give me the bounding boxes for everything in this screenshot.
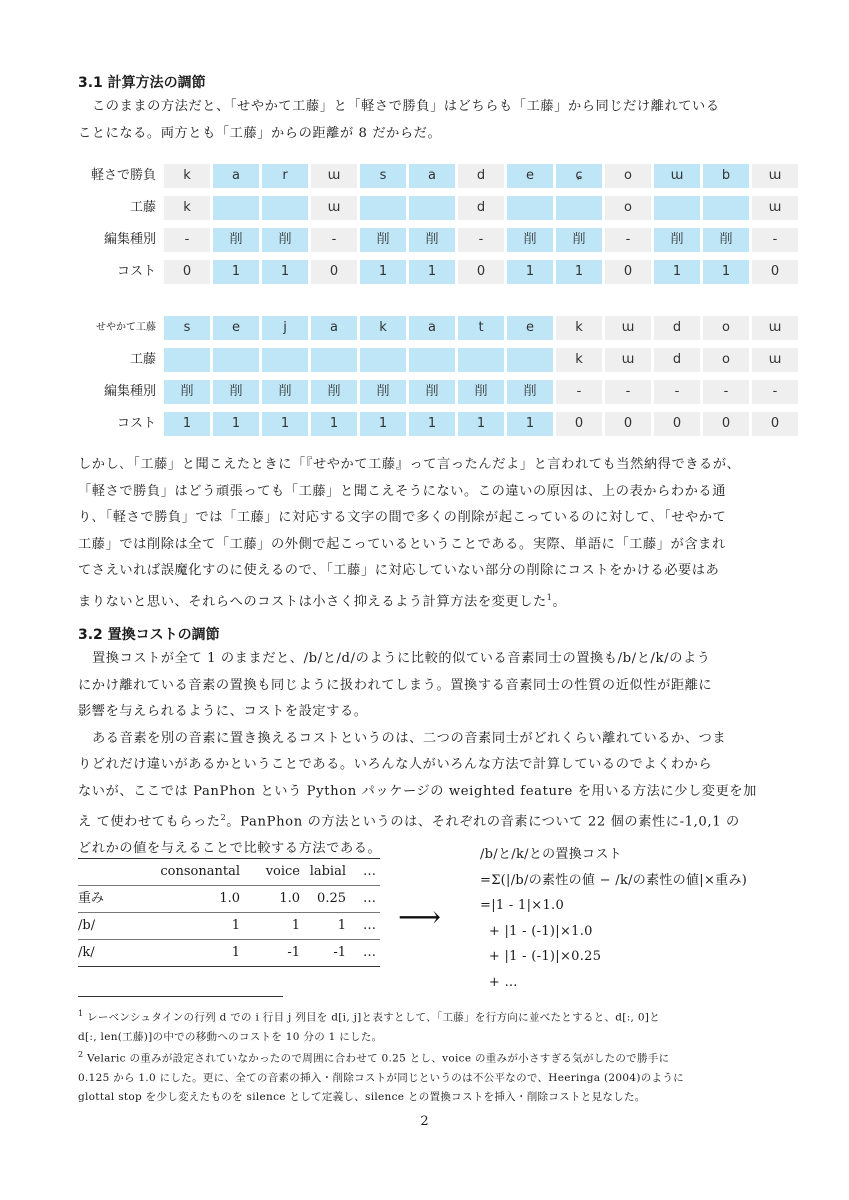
text-line: ことになる。両方とも「工藤」からの距離が 8 だからだ。 — [78, 125, 442, 141]
grid-cell: j — [262, 316, 308, 340]
grid-cell: 削 — [164, 380, 210, 404]
grid-cell: a — [213, 164, 259, 188]
grid-row — [78, 260, 801, 284]
grid-cell: 1 — [458, 412, 504, 436]
table-cell: 1 — [231, 918, 240, 933]
table-header-cell: labial — [309, 864, 346, 879]
grid-cell — [458, 348, 504, 372]
grid-cell — [213, 196, 259, 220]
table-cell: 1 — [231, 945, 240, 960]
grid-cell: d — [458, 164, 504, 188]
grid-cell: ɕ — [556, 164, 602, 188]
alignment-grid-karusa — [78, 164, 801, 292]
grid-cell — [164, 348, 210, 372]
table-cell: /b/ — [78, 918, 96, 933]
grid-cell: k — [360, 316, 406, 340]
grid-cell: 1 — [262, 260, 308, 284]
formula-line: + |1 - (-1)|×1.0 — [480, 923, 593, 939]
grid-cell: 削 — [262, 228, 308, 252]
grid-cell: ɯ — [605, 348, 651, 372]
grid-cell: k — [164, 164, 210, 188]
grid-cell: 0 — [605, 260, 651, 284]
grid-cell — [360, 196, 406, 220]
substitution-cost-formula — [480, 842, 747, 995]
table-header-cell: consonantal — [160, 864, 240, 879]
grid-cell: 削 — [213, 228, 259, 252]
grid-cell: 1 — [213, 412, 259, 436]
table-cell: -1 — [287, 945, 300, 960]
grid-row — [78, 316, 801, 340]
text-line: にかけ離れている音素の置換も同じように扱われてしまう。置換する音素同士の性質の近似性が距離に — [78, 677, 713, 693]
text-line: り､「軽さで勝負」では「工藤」に対応する文字の間で多くの削除が起こっているのに対して､「せやかて — [78, 510, 727, 525]
grid-cell: 0 — [605, 412, 651, 436]
text-line: このままの方法だと、「せやかて工藤」と「軽さで勝負」はどちらも「工藤」から同じだけ離れている — [92, 99, 720, 114]
grid-cell: - — [752, 380, 798, 404]
grid-cell: 0 — [752, 260, 798, 284]
grid-cell — [556, 196, 602, 220]
grid-cell: e — [213, 316, 259, 340]
grid-cell: t — [458, 316, 504, 340]
text-line: glottal stop を少し変えたものを silence として定義し、silence との置換コストを挿入・削除コストと見なした。 — [78, 1090, 646, 1103]
grid-cell: ɯ — [752, 316, 798, 340]
table-cell: … — [363, 918, 376, 933]
grid-cell: 0 — [752, 412, 798, 436]
grid-row — [78, 380, 801, 404]
grid-cell: r — [262, 164, 308, 188]
grid-cell: - — [164, 228, 210, 252]
grid-row-label: 編集種別 — [103, 232, 156, 247]
grid-cell: d — [654, 316, 700, 340]
grid-cell — [507, 196, 553, 220]
grid-cell: 1 — [262, 412, 308, 436]
grid-row-label: 工藤 — [129, 200, 156, 215]
grid-cell: 削 — [703, 228, 749, 252]
grid-cell: 削 — [311, 380, 357, 404]
grid-cell: 1 — [507, 260, 553, 284]
text-line — [78, 1004, 778, 1028]
grid-cell — [703, 196, 749, 220]
grid-cell: 削 — [507, 380, 553, 404]
grid-cell: - — [752, 228, 798, 252]
grid-cell: ɯ — [311, 196, 357, 220]
grid-cell: - — [703, 380, 749, 404]
grid-cell: ɯ — [752, 164, 798, 188]
grid-cell: 1 — [360, 260, 406, 284]
grid-cell: d — [654, 348, 700, 372]
feature-weight-table — [78, 858, 380, 967]
grid-cell: e — [507, 316, 553, 340]
grid-cell: 0 — [164, 260, 210, 284]
page-number: 2 — [420, 1114, 429, 1129]
grid-cell — [409, 348, 455, 372]
grid-cell: a — [409, 316, 455, 340]
text-span: まりないと思い、それらへのコストは小さく抑えるよう計算方法を変更した — [78, 593, 547, 609]
grid-cell: s — [164, 316, 210, 340]
text-span: Velaric の重みが設定されていなかったので周囲に合わせて 0.25 とし、voice の重みが小さすぎる気がしたので勝手に — [87, 1052, 670, 1065]
grid-cell: ɯ — [311, 164, 357, 188]
section-heading-3-1: 3.1 計算方法の調節 — [78, 75, 206, 91]
grid-cell: 0 — [654, 412, 700, 436]
text-span: レーベンシュタインの行列 d での i 行目 j 列目を d[i, j]と表すとして、「工藤」を行方向に並べたとすると、d[:, 0]と — [87, 1011, 660, 1024]
table-row — [78, 886, 380, 913]
grid-cell: e — [507, 164, 553, 188]
grid-cell: 削 — [262, 380, 308, 404]
grid-cell: 1 — [213, 260, 259, 284]
text-span: え て使わせてもらった — [78, 814, 221, 830]
grid-cell: k — [556, 348, 602, 372]
grid-row — [78, 412, 801, 436]
grid-cell: k — [164, 196, 210, 220]
grid-cell — [262, 196, 308, 220]
grid-cell: 1 — [360, 412, 406, 436]
text-line: りどれだけ違いがあるかということである。いろんな人がいろんな方法で計算しているのでよくわから — [78, 757, 713, 772]
table-cell: -1 — [333, 945, 346, 960]
text-line: 影響を与えられるように、コストを設定する。 — [78, 704, 368, 719]
grid-cell: ɯ — [605, 316, 651, 340]
grid-cell: 0 — [311, 260, 357, 284]
formula-line: + … — [480, 974, 518, 990]
grid-cell: 削 — [360, 380, 406, 404]
table-row — [78, 913, 380, 940]
grid-cell: b — [703, 164, 749, 188]
text-line — [78, 805, 778, 836]
footnote-ref-2: 2 — [220, 813, 227, 822]
grid-cell: - — [654, 380, 700, 404]
table-cell: … — [363, 945, 376, 960]
table-cell: … — [363, 891, 376, 906]
grid-cell: 削 — [654, 228, 700, 252]
grid-cell: d — [458, 196, 504, 220]
grid-cell: - — [458, 228, 504, 252]
text-line: てさえいれば誤魔化すのに使えるので､「工藤」に対応していない部分の削除にコストをかける必要はあ — [78, 563, 720, 578]
text-line: 工藤」では削除は全て「工藤」の外側で起こっているということである。実際、単語に「工藤」が含まれ — [78, 536, 726, 552]
footnote-2 — [78, 1045, 778, 1107]
formula-line: =|1 - 1|×1.0 — [480, 898, 565, 913]
grid-row — [78, 348, 801, 372]
table-cell: 1.0 — [279, 891, 300, 906]
grid-cell — [507, 348, 553, 372]
grid-cell — [213, 348, 259, 372]
footnote-divider — [78, 996, 283, 997]
grid-cell: - — [556, 380, 602, 404]
text-line: ある音素を別の音素に置き換えるコストというのは、二つの音素同士がどれくらい離れているか、つま — [92, 730, 727, 746]
grid-cell: 1 — [164, 412, 210, 436]
grid-cell — [360, 348, 406, 372]
grid-cell: 0 — [556, 412, 602, 436]
grid-cell: s — [360, 164, 406, 188]
text-line: しかし､「工藤」と聞こえたときに「『せやかて工藤』って言ったんだよ」と言われても当然納得できるが、 — [78, 457, 741, 472]
grid-cell: ɯ — [752, 348, 798, 372]
grid-row-label: せやかて工藤 — [96, 322, 156, 333]
formula-line: /b/と/k/との置換コスト — [480, 847, 622, 862]
alignment-grid-seyakate — [78, 316, 801, 444]
grid-cell: 削 — [458, 380, 504, 404]
grid-row-label: 軽さで勝負 — [90, 168, 156, 183]
footnote-1 — [78, 1004, 778, 1047]
grid-row-label: 工藤 — [129, 352, 156, 367]
table-row — [78, 940, 380, 966]
table-cell: 重み — [78, 891, 105, 906]
grid-row-label: 編集種別 — [103, 384, 156, 399]
footnote-mark: 1 — [78, 1009, 84, 1018]
text-span: 。PanPhon の方法というのは、それぞれの音素について 22 個の素性に-1,0,1 の — [226, 814, 740, 830]
grid-cell: o — [605, 164, 651, 188]
grid-cell: a — [409, 164, 455, 188]
grid-cell: 削 — [213, 380, 259, 404]
formula-line: =Σ(|/b/の素性の値 − /k/の素性の値|×重み) — [480, 872, 748, 888]
grid-cell: 1 — [507, 412, 553, 436]
table-header-cell: voice — [265, 864, 300, 879]
grid-row-label: コスト — [116, 416, 156, 431]
table-cell: 1 — [337, 918, 346, 933]
grid-cell — [654, 196, 700, 220]
footnote-mark: 2 — [78, 1050, 84, 1059]
grid-cell: 削 — [360, 228, 406, 252]
grid-cell: 1 — [556, 260, 602, 284]
table-header-row — [78, 859, 380, 886]
footnote-ref-1: 1 — [546, 592, 553, 602]
text-line: ないが、ここでは PanPhon という Python パッケージの weighted feature を用いる方法に少し変更を加 — [78, 783, 757, 799]
table-header-cell — [78, 859, 158, 885]
text-line: 0.125 から 1.0 にした。更に、全ての音素の挿入・削除コストが同じというのは不公平なので、Heeringa (2004)のように — [78, 1071, 684, 1084]
text-line: d[:, len(工藤)]の中での移動へのコストを 10 分の 1 にした。 — [78, 1030, 383, 1043]
grid-row-label: コスト — [116, 264, 156, 279]
text-span: 。 — [552, 593, 567, 609]
grid-cell — [409, 196, 455, 220]
text-line: 置換コストが全て 1 のままだと、/b/と/d/のように比較的似ている音素同士の置換も/b/と/k/のよう — [92, 651, 711, 666]
grid-cell: ɯ — [654, 164, 700, 188]
grid-cell: - — [605, 380, 651, 404]
text-line — [78, 585, 778, 616]
grid-cell: o — [703, 348, 749, 372]
grid-cell: 0 — [703, 412, 749, 436]
grid-cell: 削 — [409, 228, 455, 252]
text-line: どれかの値を与えることで比較する方法である。 — [78, 840, 382, 856]
grid-cell — [262, 348, 308, 372]
table-cell: 1 — [291, 918, 300, 933]
grid-cell: k — [556, 316, 602, 340]
grid-cell: a — [311, 316, 357, 340]
grid-cell: 1 — [409, 260, 455, 284]
grid-cell: - — [311, 228, 357, 252]
formula-line: + |1 - (-1)|×0.25 — [480, 949, 602, 964]
text-line — [78, 1045, 778, 1069]
paragraph-substitution — [78, 646, 778, 862]
grid-cell: 1 — [409, 412, 455, 436]
grid-cell: - — [605, 228, 651, 252]
grid-cell: 削 — [507, 228, 553, 252]
text-line: 「軽さで勝負」はどう頑張っても「工藤」と聞こえそうにない。この違いの原因は、上の表からわかる通 — [78, 483, 727, 499]
grid-cell: 1 — [703, 260, 749, 284]
grid-row — [78, 196, 801, 220]
grid-cell — [311, 348, 357, 372]
grid-cell: o — [605, 196, 651, 220]
grid-cell: 1 — [654, 260, 700, 284]
grid-cell: ɯ — [752, 196, 798, 220]
grid-cell: o — [703, 316, 749, 340]
section-heading-3-2: 3.2 置換コストの調節 — [78, 627, 220, 643]
grid-row — [78, 164, 801, 188]
table-header-cell: … — [363, 864, 376, 879]
grid-cell: 削 — [409, 380, 455, 404]
table-cell: 1.0 — [219, 891, 240, 906]
grid-cell: 1 — [311, 412, 357, 436]
table-cell: 0.25 — [317, 891, 346, 906]
grid-cell: 削 — [556, 228, 602, 252]
grid-cell: 0 — [458, 260, 504, 284]
table-cell: /k/ — [78, 945, 95, 960]
grid-row — [78, 228, 801, 252]
right-arrow-icon: ⟶ — [398, 900, 442, 935]
paragraph-analysis — [78, 452, 778, 615]
paragraph-intro — [78, 94, 778, 147]
